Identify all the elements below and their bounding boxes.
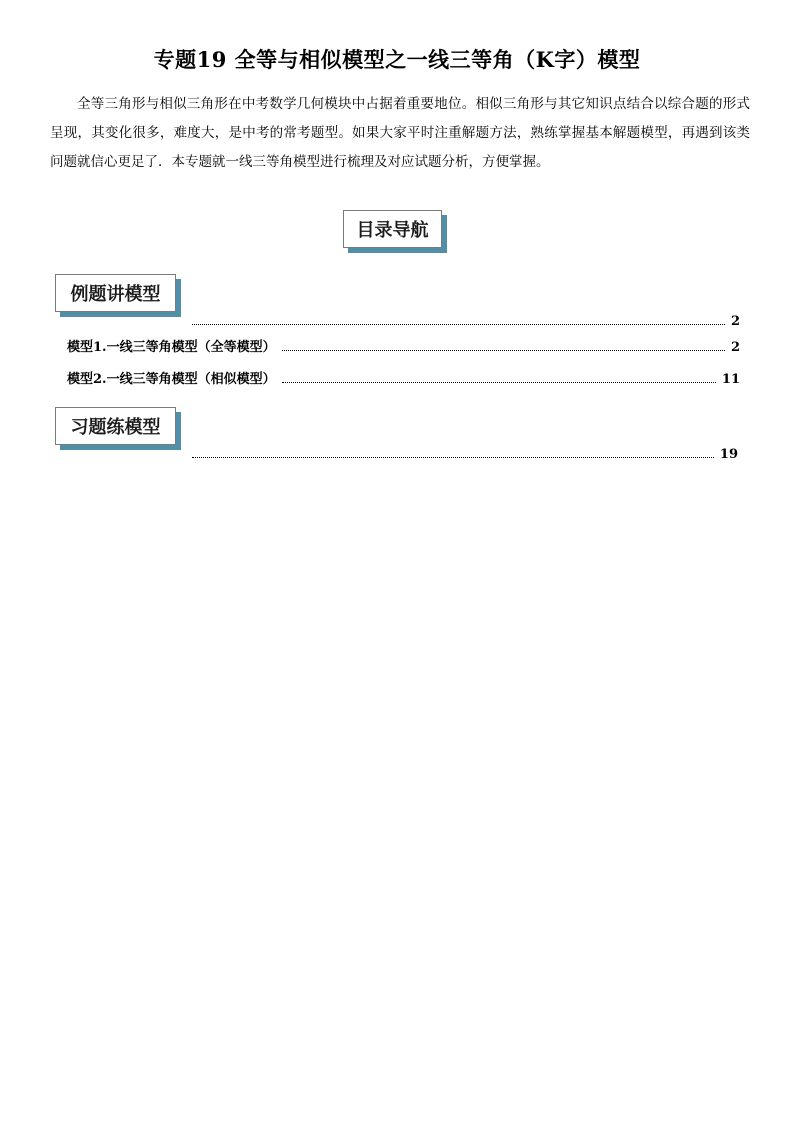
toc-entry-model-1[interactable] xyxy=(67,337,740,355)
toc-page-number: 2 xyxy=(730,340,740,355)
toc-entry-label: 模型1.一线三等角模型（全等模型） xyxy=(67,340,276,355)
toc-entry-model-2[interactable] xyxy=(67,369,740,387)
toc-page-number: 19 xyxy=(719,447,738,462)
toc-page-number: 11 xyxy=(721,372,740,387)
toc-leader-dots xyxy=(282,349,725,351)
toc-leader-dots xyxy=(192,456,714,458)
toc-entry-exercises[interactable] xyxy=(192,444,738,462)
toc-page-number: 2 xyxy=(730,314,740,329)
intro-paragraph: 全等三角形与相似三角形在中考数学几何模块中占据着重要地位。相似三角形与其它知识点结合以综合题的形式呈现，其变化很多，难度大，是中考的常考题型。如果大家平时注重解题方法，熟练掌握基本解题模型，再遇到该类问题就信心更足了．本专题就一线三等角模型进行梳理及对应试题分析，方便掌握。 xyxy=(50,96,750,170)
section-heading-exercises: 习题练模型 xyxy=(55,407,176,445)
document-title: 专题19 全等与相似模型之一线三等角（K字）模型 xyxy=(153,47,641,72)
toc-entry-examples[interactable] xyxy=(192,311,740,329)
toc-leader-dots xyxy=(282,381,716,383)
toc-leader-dots xyxy=(192,323,725,325)
toc-entry-label: 模型2.一线三等角模型（相似模型） xyxy=(67,372,276,387)
toc-nav-heading: 目录导航 xyxy=(343,210,442,248)
section-heading-examples: 例题讲模型 xyxy=(55,274,176,312)
